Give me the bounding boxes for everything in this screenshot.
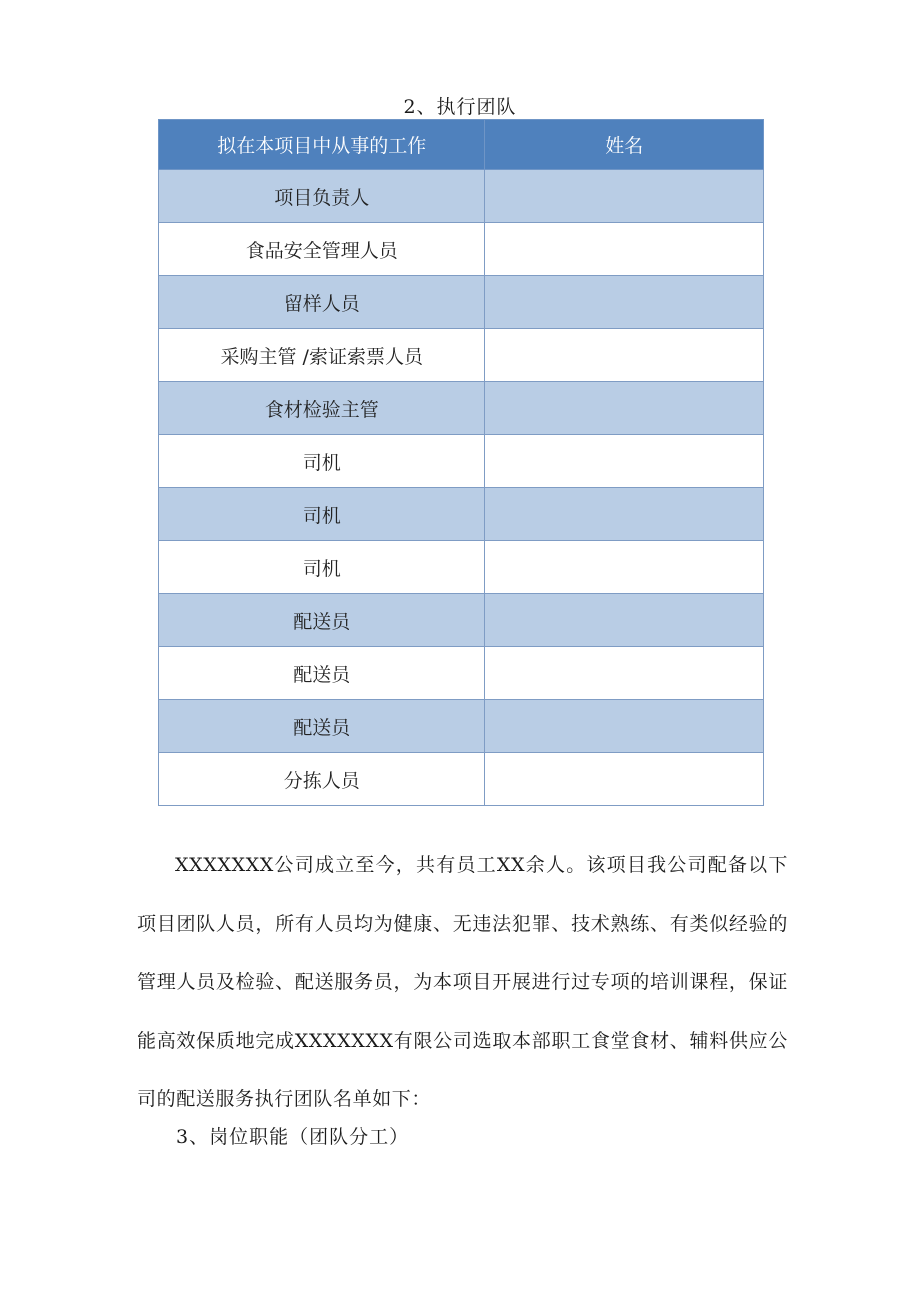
name-cell — [485, 223, 764, 276]
team-description-paragraph: XXXXXXX公司成立至今，共有员工XX余人。该项目我公司配备以下项目团队人员，所有人员均为健康、无违法犯罪、技术熟练、有类似经验的管理人员及检验、配送服务员，为本项目开展进行过专项的培训课程，保证能高效保质地完成XXXXXXX有限公司选取本部职工食堂食材、辅料供应公司的配送服务执行团队名单如下： — [137, 854, 788, 1110]
role-cell: 司机 — [159, 435, 485, 488]
table-row — [159, 753, 764, 806]
role-cell: 食品安全管理人员 — [159, 223, 485, 276]
role-cell: 食材检验主管 — [159, 382, 485, 435]
name-cell — [485, 594, 764, 647]
name-cell — [485, 700, 764, 753]
table-row — [159, 276, 764, 329]
header-role: 拟在本项目中从事的工作 — [159, 120, 485, 170]
table-header-row — [159, 120, 764, 170]
name-cell — [485, 647, 764, 700]
role-cell: 配送员 — [159, 647, 485, 700]
table-row — [159, 170, 764, 223]
name-cell — [485, 170, 764, 223]
table-row — [159, 382, 764, 435]
table-row — [159, 700, 764, 753]
role-cell: 项目负责人 — [159, 170, 485, 223]
table-row — [159, 223, 764, 276]
name-cell — [485, 753, 764, 806]
role-cell: 分拣人员 — [159, 753, 485, 806]
role-cell: 采购主管 /索证索票人员 — [159, 329, 485, 382]
table-row — [159, 594, 764, 647]
table-row — [159, 647, 764, 700]
name-cell — [485, 488, 764, 541]
table-row — [159, 435, 764, 488]
role-cell: 司机 — [159, 541, 485, 594]
name-cell — [485, 382, 764, 435]
name-cell — [485, 435, 764, 488]
section-title-team: 2、执行团队 — [403, 96, 517, 118]
team-table — [158, 119, 764, 806]
table-row — [159, 488, 764, 541]
name-cell — [485, 541, 764, 594]
role-cell: 配送员 — [159, 594, 485, 647]
table-row — [159, 541, 764, 594]
role-cell: 留样人员 — [159, 276, 485, 329]
table-row — [159, 329, 764, 382]
role-cell: 司机 — [159, 488, 485, 541]
name-cell — [485, 276, 764, 329]
section-title-duties: 3、岗位职能（团队分工） — [176, 1126, 410, 1148]
header-name: 姓名 — [485, 120, 764, 170]
name-cell — [485, 329, 764, 382]
role-cell: 配送员 — [159, 700, 485, 753]
